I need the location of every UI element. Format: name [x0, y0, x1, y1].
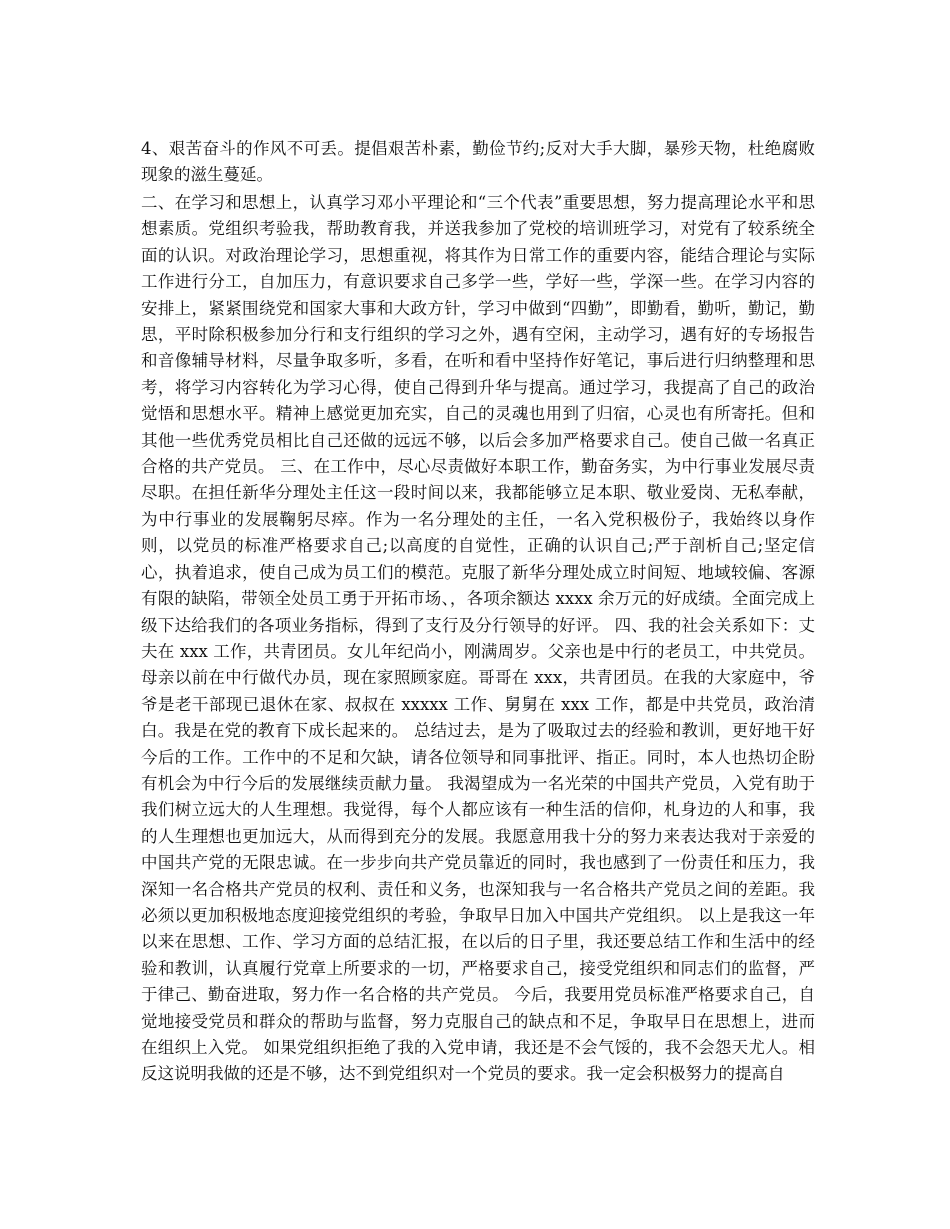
- paragraph-study-work-summary: 二、在学习和思想上，认真学习邓小平理论和“三个代表”重要思想，努力提高理论水平和思想素质。党组织考验我，帮助教育我，并送我参加了党校的培训班学习，对党有了较系统全面的认识。对政治理论学习，思想重视，将其作为日常工作的重要内容，能结合理论与实际工作进行分工，自加压力，有意识要求自己多学一些，学好一些，学深一些。在学习内容的安排上，紧紧围绕党和国家大事和大政方针，学习中做到“四勤”，即勤看，勤听，勤记，勤思，平时除积极参加分行和支行组织的学习之外，遇有空闲，主动学习，遇有好的专场报告和音像辅导材料，尽量争取多听，多看，在听和看中坚持作好笔记，事后进行归纳整理和思考，将学习内容转化为学习心得，使自己得到升华与提高。通过学习，我提高了自己的政治觉悟和思想水平。精神上感觉更加充实，自己的灵魂也用到了归宿，心灵也有所寄托。但和其他一些优秀党员相比自己还做的远远不够，以后会多加严格要求自己。使自己做一名真正合格的共产党员。 三、在工作中，尽心尽责做好本职工作，勤奋务实，为中行事业发展尽责尽职。在担任新华分理处主任这一段时间以来，我都能够立足本职、敬业爱岗、无私奉献，为中行事业的发展鞠躬尽瘁。作为一名分理处的主任，一名入党积极份子，我始终以身作则，以党员的标准严格要求自己;以高度的自觉性，正确的认识自己;严于剖析自己;坚定信心，执着追求，使自己成为员工们的模范。克服了新华分理处成立时间短、地域较偏、客源有限的缺陷，带领全处员工勇于开拓市场、，各项余额达 xxxx 余万元的好成绩。全面完成上级下达给我们的各项业务指标，得到了支行及分行领导的好评。 四、我的社会关系如下：丈夫在 xxx 工作，共青团员。女儿年纪尚小，刚满周岁。父亲也是中行的老员工，中共党员。母亲以前在中行做代办员，现在家照顾家庭。哥哥在 xxx，共青团员。在我的大家庭中，爷爷是老干部现已退休在家、叔叔在 xxxxx 工作、舅舅在 xxx 工作，都是中共党员，政治清白。我是在党的教育下成长起来的。 总结过去，是为了吸取过去的经验和教训，更好地干好今后的工作。工作中的不足和欠缺，请各位领导和同事批评、指正。同时，本人也热切企盼有机会为中行今后的发展继续贡献力量。 我渴望成为一名光荣的中国共产党员，入党有助于我们树立远大的人生理想。我觉得，每个人都应该有一种生活的信仰，札身边的人和事，我的人生理想也更加远大，从而得到充分的发展。我愿意用我十分的努力来表达我对于亲爱的中国共产党的无限忠诚。在一步步向共产党员靠近的同时，我也感到了一份责任和压力，我深知一名合格共产党员的权利、责任和义务，也深知我与一名合格共产党员之间的差距。我必须以更加积极地态度迎接党组织的考验，争取早日加入中国共产党组织。 以上是我这一年以来在思想、工作、学习方面的总结汇报，在以后的日子里，我还要总结工作和生活中的经验和教训，认真履行党章上所要求的一切，严格要求自己，接受党组织和同志们的监督，严于律己、勤奋进取，努力作一名合格的共产党员。 今后，我要用党员标准严格要求自己，自觉地接受党员和群众的帮助与监督，努力克服自己的缺点和不足，争取早日在思想上，进而在组织上入党。 如果党组织拒绝了我的入党申请，我还是不会气馁的，我不会怨天尤人。相反这说明我做的还是不够，达不到党组织对一个党员的要求。我一定会积极努力的提高自: [141, 193, 815, 1084]
- paragraph-hardship-style: 4、艰苦奋斗的作风不可丢。提倡艰苦朴素，勤俭节约;反对大手大脚，暴殄天物，杜绝腐败现象的滋生蔓延。: [141, 139, 815, 185]
